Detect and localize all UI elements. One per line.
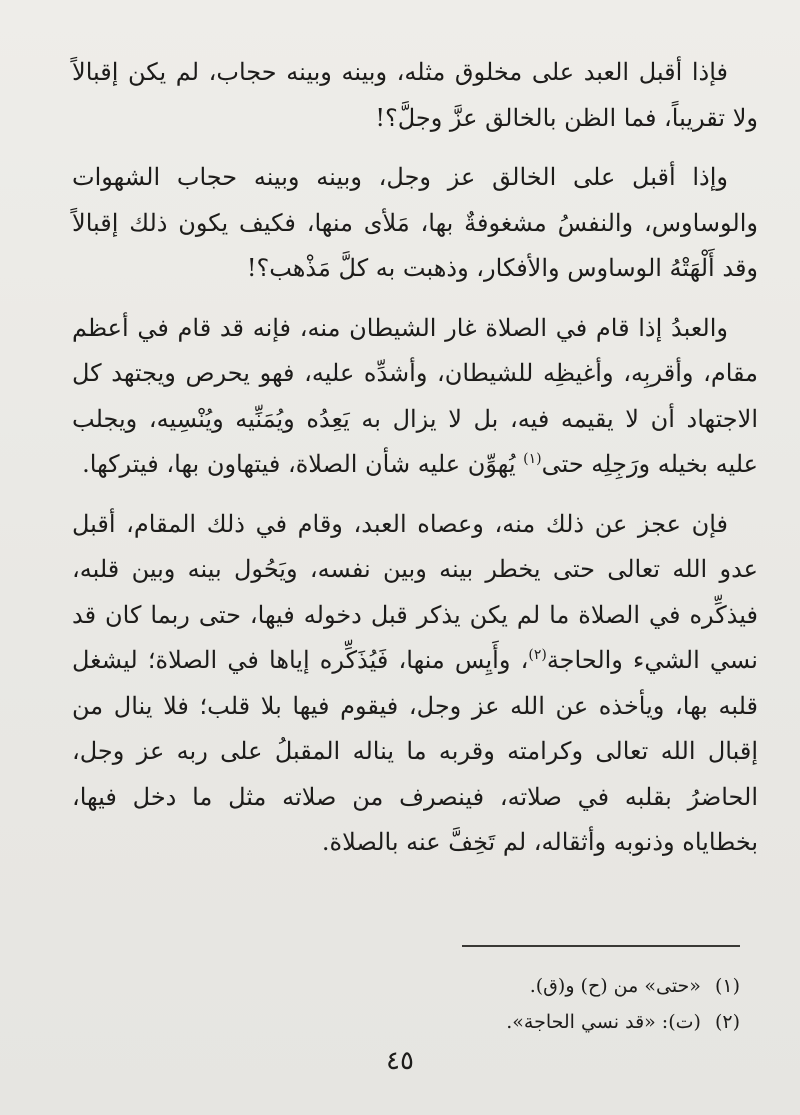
paragraph-3 bbox=[72, 306, 758, 488]
paragraph-4 bbox=[72, 502, 758, 866]
paragraph-3-text-start: والعبدُ إذا قام في الصلاة غار الشيطان منه، فإنه قد قام في أعظم مقام، وأقربِه، وأغيظِه للشيطان، وأشدِّه عليه، فهو يحرص ويجتهد كل الاجتهاد أن لا يقيمه فيه، بل لا يزال به يَعِدُه ويُمَنِّيه ويُنْسِيه، ويجلب عليه بخيله ورَجِلِه حتى bbox=[72, 313, 758, 478]
footnote-ref-2: (٢) bbox=[528, 647, 547, 663]
paragraph-2: وإذا أقبل على الخالق عز وجل، وبينه وبينه حجاب الشهوات والوساوس، والنفسُ مشغوفةٌ بها، مَلأى منها، فكيف يكون ذلك إقبالاً وقد أَلْهَتْهُ الوساوس والأفكار، وذهبت به كلَّ مَذْهب؟! bbox=[72, 163, 758, 282]
footnote-2 bbox=[200, 1004, 740, 1040]
page-number: ٤٥ bbox=[386, 1046, 414, 1076]
footnote-2-number: (٢) bbox=[714, 1011, 740, 1033]
footnote-1-text: «حتى» من (ح) و(ق). bbox=[529, 975, 701, 997]
paragraph-4-text-end: ، وأَيِس منها، فَيُذَكِّره إياها في الصلاة؛ ليشغل قلبه بها، ويأخذه عن الله عز وجل، فيقوم فيها بلا قلب؛ فلا ينال من إقبال الله تعالى وكرامته وقربه ما يناله المقبلُ على ربه عز وجل، الحاضرُ بقلبه في صلاته، فينصرف من صلاته مثل ما دخل فيها، بخطاياه وذنوبه وأثقاله، لم تَخِفَّ عنه بالصلاة. bbox=[72, 646, 758, 856]
footnotes bbox=[200, 968, 740, 1040]
footnote-1 bbox=[200, 968, 740, 1004]
paragraph-3-text-end: يُهوِّن عليه شأن الصلاة، فيتهاون بها، فيتركها. bbox=[82, 450, 524, 478]
footnote-2-text: (ت): «قد نسي الحاجة». bbox=[506, 1011, 701, 1033]
footnote-divider bbox=[462, 945, 740, 947]
paragraph-4-text-start: فإن عجز عن ذلك منه، وعصاه العبد، وقام في ذلك المقام، أقبل عدو الله تعالى حتى يخطر بينه وبين نفسه، ويَحُول بينه وبين قلبه، فيذكِّره في الصلاة ما لم يكن يذكر قبل دخوله فيها، حتى ربما كان قد نسي الشيء والحاجة bbox=[72, 509, 758, 674]
footnote-1-number: (١) bbox=[714, 975, 740, 997]
paragraph-1: فإذا أقبل العبد على مخلوق مثله، وبينه وبينه حجاب، لم يكن إقبالاً ولا تقريباً، فما الظن بالخالق عزَّ وجلَّ؟! bbox=[72, 58, 758, 132]
footnote-ref-1: (١) bbox=[523, 451, 542, 467]
main-text bbox=[72, 50, 758, 880]
